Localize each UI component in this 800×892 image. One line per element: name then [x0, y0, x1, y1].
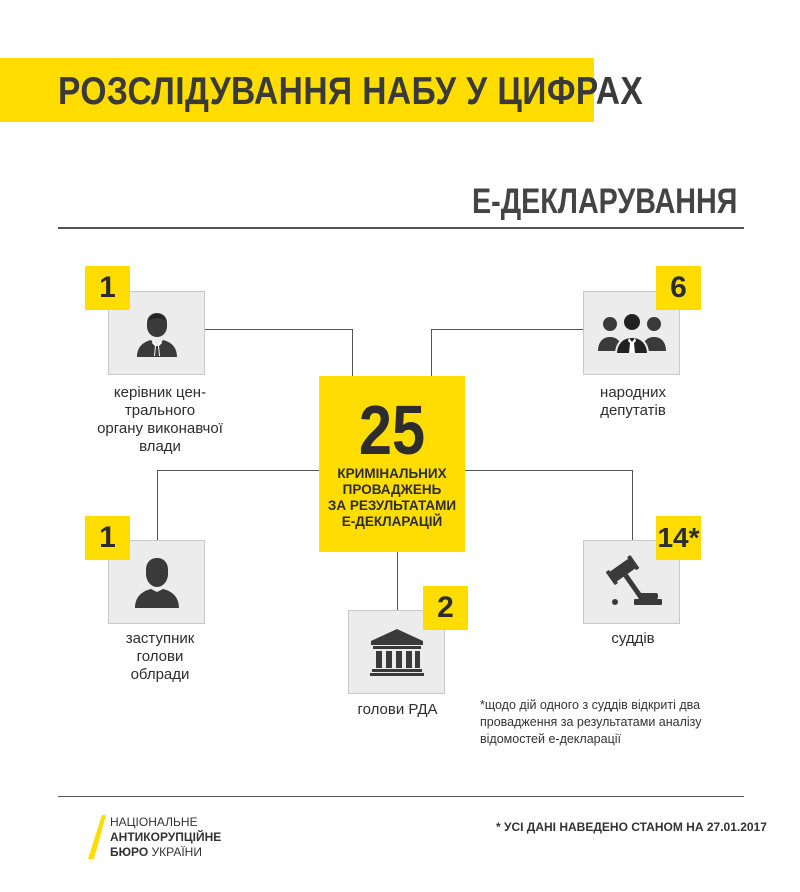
section-title: Е-ДЕКЛАРУВАННЯ — [472, 182, 738, 221]
rda-heads-count-badge: 2 — [423, 586, 468, 630]
total-cases-number: 25 — [358, 391, 426, 469]
connector-line — [157, 470, 320, 471]
connector-line — [431, 329, 583, 330]
rda-heads-label: голови РДА — [357, 701, 438, 718]
nabu-logo-text: НАЦІОНАЛЬНЕ АНТИКОРУПЦІЙНЕ БЮРО УКРАЇНИ — [110, 815, 222, 859]
government-building-icon — [368, 627, 426, 677]
group-people-icon — [597, 311, 667, 355]
deputy-head-count-badge: 1 — [85, 516, 130, 560]
connector-line — [352, 329, 353, 377]
connector-line — [397, 552, 398, 610]
judges-footnote: *щодо дій одного з суддів відкриті два провадження за результатами аналізу відомостей е-декларації — [480, 698, 702, 746]
section-divider — [58, 227, 744, 229]
official-person-icon — [131, 307, 183, 359]
connector-line — [157, 470, 158, 540]
page-title: РОЗСЛІДУВАННЯ НАБУ У ЦИФРАХ — [58, 70, 644, 113]
official-count-badge: 1 — [85, 266, 130, 310]
official-label: керівник цен- трального органу виконавчої влади — [97, 384, 223, 455]
total-cases-box — [319, 376, 465, 552]
deputies-count-badge: 6 — [656, 266, 701, 310]
judges-label: суддів — [611, 630, 655, 647]
connector-line — [632, 470, 633, 540]
person-silhouette-icon — [131, 554, 183, 610]
footer-divider — [58, 796, 744, 797]
total-cases-caption: КРИМІНАЛЬНИХ ПРОВАДЖЕНЬ ЗА РЕЗУЛЬТАТАМИ Е-ДЕКЛАРАЦІЙ — [327, 466, 457, 529]
judges-count-badge: 14* — [656, 516, 701, 560]
connector-line — [431, 329, 432, 377]
deputies-label: народних депутатів — [600, 384, 666, 419]
gavel-icon — [602, 555, 662, 609]
nabu-logo-mark-icon — [88, 815, 106, 859]
connector-line — [465, 470, 633, 471]
deputy-head-label: заступник голови облради — [125, 630, 195, 683]
data-date-note: * УСІ ДАНІ НАВЕДЕНО СТАНОМ НА 27.01.2017 — [496, 820, 767, 834]
connector-line — [204, 329, 353, 330]
